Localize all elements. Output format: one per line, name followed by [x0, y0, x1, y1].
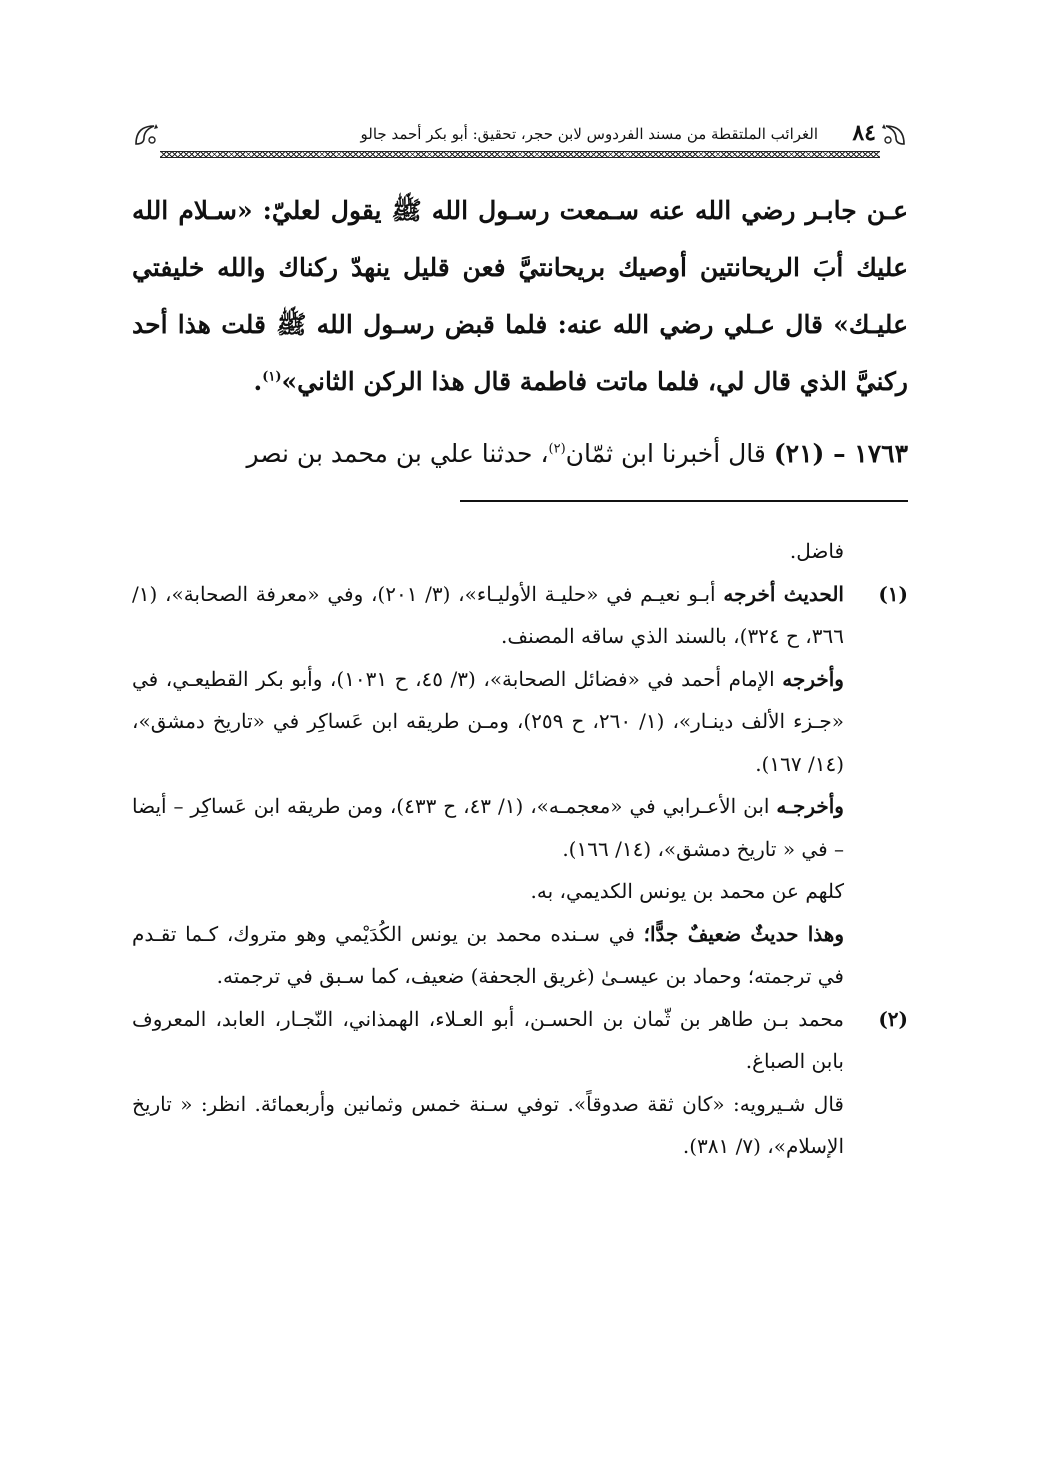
footnote-carry-over: فاضل.: [789, 539, 844, 563]
sentence-end: .: [253, 367, 263, 396]
footnote-ref-1: (١): [262, 369, 282, 385]
footnote-paragraph: [132, 658, 844, 786]
running-title: الغرائب الملتقطة من مسند الفردوس لابن حجر، تحقيق: أبو بكر أحمد جالو: [360, 125, 818, 143]
footnote-marker: (٢): [878, 1006, 908, 1031]
footnote-marker: (١): [878, 581, 908, 606]
footnote-verdict: وهذا حديثٌ ضعيفٌ جدًّا؛: [643, 921, 844, 946]
footnote-paragraph: [132, 913, 844, 998]
footnote-paragraph: قال شـيرويه: «كان ثقة صدوقاً». توفي سـنة خمس وثمانين وأربعمائة. انظر: « تاريخ الإسلام»، (٧/ ٣٨١).: [132, 1091, 844, 1158]
header-rule: [160, 151, 880, 158]
footnote-lead: وأخرجـه: [776, 794, 844, 818]
footnote-paragraph: [132, 785, 844, 870]
corner-ornament-icon: [878, 120, 908, 150]
footnote-lead: وأخرجه: [782, 666, 844, 691]
footnote-text: أبـو نعيـم في «حليـة الأوليـاء»، (٣/ ٢٠١)، وفي «معرفة الصحابة»، (١/ ٣٦٦، ح ٣٢٤)، بالسند الذي ساقه المصنف.: [132, 581, 844, 648]
footnote-separator: [460, 500, 908, 502]
corner-ornament-icon: [132, 120, 162, 150]
footnotes: [132, 530, 908, 1168]
running-header: [132, 118, 908, 154]
footnote-2: [132, 998, 908, 1168]
footnote-text: في سـنده محمد بن يونس الكُدَيْمي وهو متروك، كـما تقـدم في ترجمته؛ وحماد بن عيسـىٰ (غريق الجحفة) ضعيف، كما سـبق في ترجمته.: [132, 921, 844, 988]
isnad-text-a: قال أخبرنا ابن ثمّان: [565, 439, 774, 468]
footnote-ref-2: (٢): [548, 441, 566, 457]
hadith-paragraph: [132, 182, 908, 410]
footnote-lead: الحديث أخرجه: [723, 581, 844, 606]
hadith-number: ١٧٦٣ – (٢١): [773, 439, 908, 468]
footnote-text: الإمام أحمد في «فضائل الصحابة»، (٣/ ٤٥، ح ١٠٣١)، وأبو بكر القطيعـي، في «جـزء الألف دينـار»، (١/ ٢٦٠، ح ٢٥٩)، ومـن طريقه ابن عَساكِر في «تاريخ دمشق»، (١٤/ ١٦٧).: [132, 666, 844, 776]
page-number: ٨٤: [852, 120, 876, 146]
main-text: [132, 182, 908, 410]
footnote-paragraph: كلهم عن محمد بن يونس الكديمي، به.: [530, 879, 844, 903]
footnote-text: ابن الأعـرابي في «معجمـه»، (١/ ٤٣، ح ٤٣٣)، ومن طريقه ابن عَساكِر – أيضا – في « تاريخ دمشق»، (١٤/ ١٦٦).: [132, 794, 844, 861]
hadith-body: عـن جابـر رضي الله عنه سـمعت رسـول الله ﷺ يقول لعليّ: «سـلام الله عليك أبَ الريحانتين أوصيك بريحانتيَّ فعن قليل ينهدّ ركناك والله خليفتي عليـك» قال عـلي رضي الله عنه: فلما قبض رسـول الله ﷺ قلت هذا أحد ركنيَّ الذي قال لي، فلما ماتت فاطمة قال هذا الركن الثاني»: [132, 196, 908, 396]
hadith-entry-line: [132, 432, 908, 476]
isnad-text-b: ، حدثنا علي بن محمد بن نصر: [246, 439, 549, 468]
footnote-paragraph: [132, 573, 844, 658]
footnote-1: [132, 573, 908, 998]
footnote-paragraph: محمد بـن طاهر بن ثّمان بن الحسـن، أبو العـلاء، الهمذاني، النّجـار، العابد، المعروف بابن الصباغ.: [132, 1006, 844, 1073]
